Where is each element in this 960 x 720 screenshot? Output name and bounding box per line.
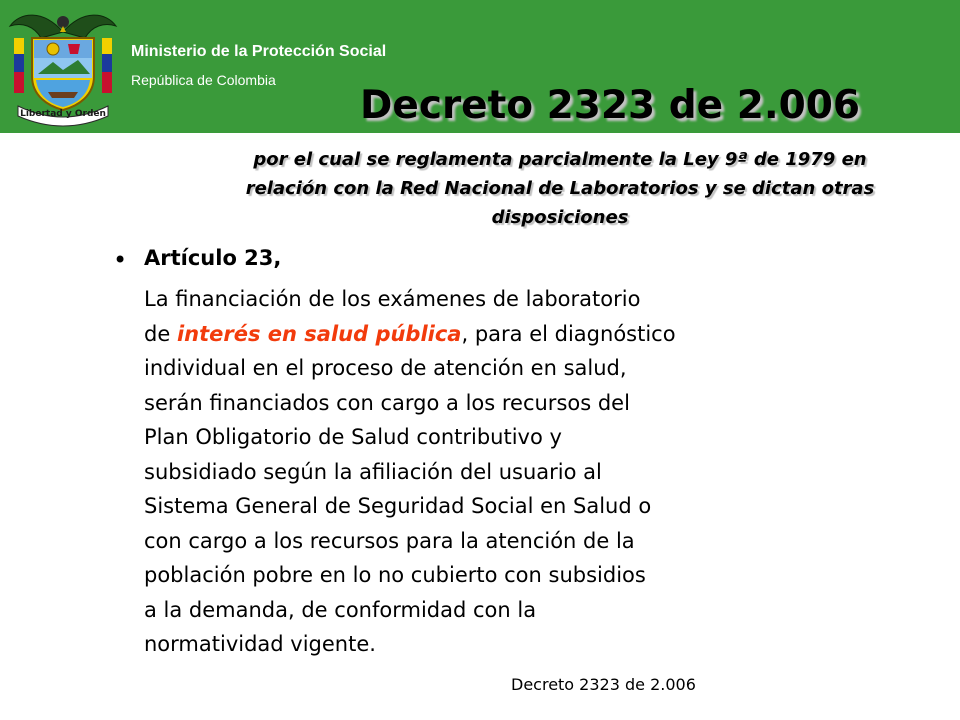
article-line: individual en el proceso de atención en salud,: [144, 356, 627, 380]
page-subtitle: [160, 145, 960, 232]
subtitle-line: por el cual se reglamenta parcialmente la Ley 9ª de 1979 en: [253, 149, 867, 170]
page-title: Decreto 2323 de 2.006: [360, 83, 861, 128]
article-line: con cargo a los recursos para la atención de la: [144, 528, 635, 553]
article-heading: Artículo 23,: [144, 246, 282, 270]
article-line: población pobre en lo no cubierto con subsidios: [144, 563, 646, 587]
article-line: normatividad vigente.: [144, 632, 376, 656]
article-line: [144, 317, 864, 352]
footer-reference: Decreto 2323 de 2.006: [511, 675, 696, 694]
coat-of-arms-icon: [8, 4, 118, 129]
highlighted-phrase: interés en salud pública: [176, 321, 462, 346]
subtitle-line: relación con la Red Nacional de Laboratorios y se dictan otras: [245, 178, 875, 199]
ministry-name: Ministerio de la Protección Social: [131, 43, 387, 60]
article-line: subsidiado según la afiliación del usuario al: [144, 459, 602, 484]
article-line: Plan Obligatorio de Salud contributivo y: [144, 425, 562, 449]
article-body: [144, 282, 864, 662]
subtitle-line: disposiciones: [491, 207, 629, 228]
bullet-marker: •: [113, 246, 128, 274]
article-line: a la demanda, de conformidad con la: [144, 597, 537, 622]
article-text: , para el diagnóstico: [461, 321, 676, 346]
article-line: La financiación de los exámenes de laboratorio: [144, 287, 641, 311]
ministry-country: República de Colombia: [131, 72, 276, 88]
article-text: de: [144, 321, 177, 346]
article-line: serán financiados con cargo a los recursos del: [144, 390, 630, 415]
svg-text:Libertad y Orden: Libertad y Orden: [20, 109, 106, 119]
article-line: Sistema General de Seguridad Social en Salud o: [144, 494, 652, 518]
